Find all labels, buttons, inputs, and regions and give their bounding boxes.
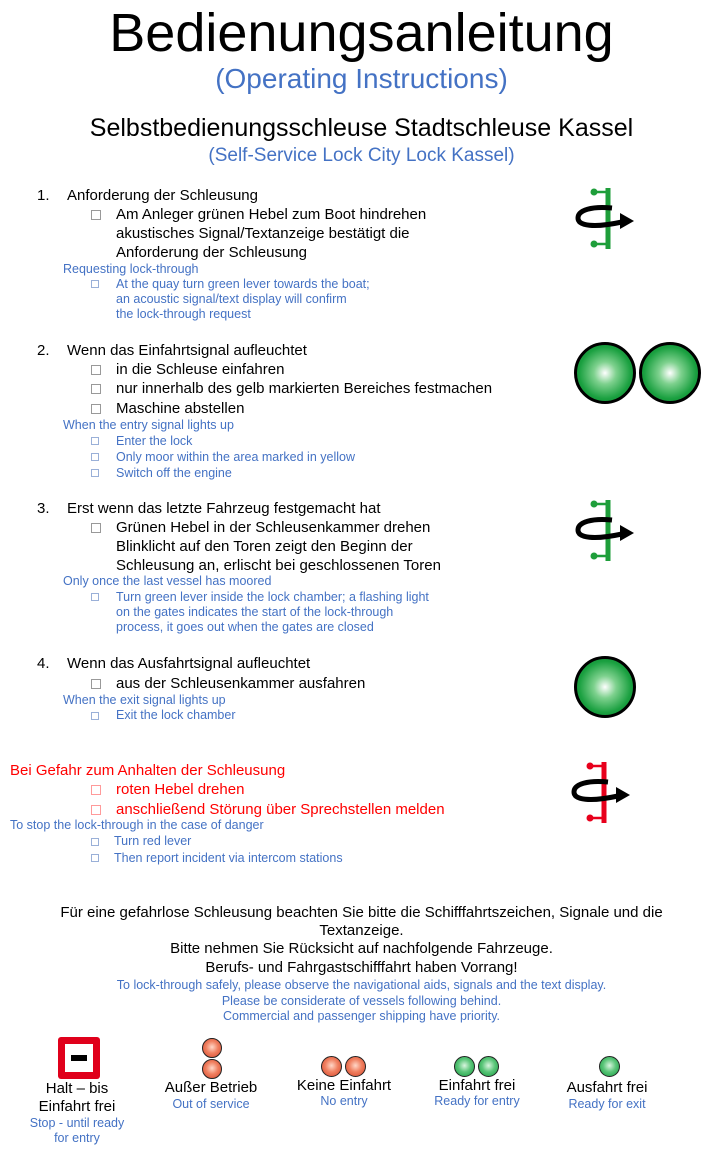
step-line-en: process, it goes out when the gates are closed bbox=[116, 620, 374, 634]
red-signal-light-icon bbox=[202, 1038, 222, 1058]
checkbox-bullet bbox=[91, 210, 101, 220]
checkbox-bullet bbox=[91, 280, 99, 288]
legend-label: Einfahrt frei bbox=[438, 1077, 516, 1094]
step-item-en: Switch off the engine bbox=[116, 466, 232, 480]
notice-line: Textanzeige. bbox=[319, 922, 404, 939]
page-title-en: (Operating Instructions) bbox=[215, 63, 508, 94]
notice-line-en: Commercial and passenger shipping have priority. bbox=[223, 1009, 500, 1023]
step-heading: Anforderung der Schleusung bbox=[67, 187, 258, 204]
checkbox-bullet bbox=[91, 854, 99, 862]
notice-line-en: Please be considerate of vessels following behind. bbox=[221, 994, 502, 1008]
legend-label-en: Stop - until ready for entry bbox=[29, 1116, 125, 1145]
green-lever-icon bbox=[572, 186, 638, 252]
danger-item-en: Then report incident via intercom stations bbox=[114, 851, 343, 865]
step-line: akustisches Signal/Textanzeige bestätigt die bbox=[116, 225, 410, 242]
green-signal-light-icon bbox=[454, 1056, 475, 1077]
red-lever-icon bbox=[570, 760, 636, 826]
step-number: 1. bbox=[37, 187, 50, 204]
legend-label-en: Out of service bbox=[172, 1097, 250, 1111]
step-line: Am Anleger grünen Hebel zum Boot hindrehen bbox=[116, 206, 427, 223]
legend-label: Halt – bis Einfahrt frei bbox=[38, 1080, 116, 1115]
legend-label: Außer Betrieb bbox=[164, 1079, 258, 1096]
checkbox-bullet bbox=[91, 523, 101, 533]
danger-item-en: Turn red lever bbox=[114, 834, 192, 848]
checkbox-bullet bbox=[91, 805, 101, 815]
step-item: Maschine abstellen bbox=[116, 400, 245, 417]
step-heading-en: When the exit signal lights up bbox=[63, 693, 226, 707]
legend-label-en: No entry bbox=[320, 1094, 368, 1108]
step-line: Blinklicht auf den Toren zeigt den Beginn der bbox=[116, 538, 413, 555]
danger-heading-en: To stop the lock-through in the case of danger bbox=[10, 818, 264, 832]
checkbox-bullet bbox=[91, 365, 101, 375]
danger-item: roten Hebel drehen bbox=[116, 781, 245, 798]
checkbox-bullet bbox=[91, 384, 101, 394]
step-item: aus der Schleusenkammer ausfahren bbox=[116, 675, 366, 692]
red-signal-light-icon bbox=[345, 1056, 366, 1077]
step-line: Anforderung der Schleusung bbox=[116, 244, 307, 261]
step-line-en: At the quay turn green lever towards the boat; bbox=[116, 277, 370, 291]
step-item-en: Exit the lock chamber bbox=[116, 708, 236, 722]
stop-sign-icon bbox=[57, 1036, 101, 1080]
step-heading: Erst wenn das letzte Fahrzeug festgemacht hat bbox=[67, 500, 381, 517]
step-number: 3. bbox=[37, 500, 50, 517]
checkbox-bullet bbox=[91, 404, 101, 414]
step-item-en: Enter the lock bbox=[116, 434, 193, 448]
danger-item: anschließend Störung über Sprechstellen melden bbox=[116, 801, 445, 818]
checkbox-bullet bbox=[91, 469, 99, 477]
step-heading: Wenn das Ausfahrtsignal aufleuchtet bbox=[67, 655, 311, 672]
step-line: Schleusung an, erlischt bei geschlossenen Toren bbox=[116, 557, 441, 574]
legend-label: Keine Einfahrt bbox=[296, 1077, 392, 1094]
green-signal-light-icon bbox=[478, 1056, 499, 1077]
green-lever-icon bbox=[572, 498, 638, 564]
checkbox-bullet bbox=[91, 712, 99, 720]
step-heading-en: When the entry signal lights up bbox=[63, 418, 234, 432]
red-signal-light-icon bbox=[321, 1056, 342, 1077]
checkbox-bullet bbox=[91, 437, 99, 445]
step-item: nur innerhalb des gelb markierten Bereiches festmachen bbox=[116, 380, 493, 397]
step-line-en: an acoustic signal/text display will confirm bbox=[116, 292, 347, 306]
step-heading-en: Requesting lock-through bbox=[63, 262, 199, 276]
checkbox-bullet bbox=[91, 679, 101, 689]
danger-heading: Bei Gefahr zum Anhalten der Schleusung bbox=[10, 762, 286, 779]
step-item-en: Only moor within the area marked in yellow bbox=[116, 450, 355, 464]
legend-label: Ausfahrt frei bbox=[566, 1079, 648, 1096]
green-signal-light-icon bbox=[574, 656, 636, 718]
lock-name: Selbstbedienungsschleuse Stadtschleuse Kassel bbox=[89, 114, 634, 142]
notice-line: Für eine gefahrlose Schleusung beachten Sie bitte die Schifffahrtszeichen, Signale und die bbox=[60, 904, 663, 921]
step-number: 2. bbox=[37, 342, 50, 359]
step-item: in die Schleuse einfahren bbox=[116, 361, 285, 378]
step-line: Grünen Hebel in der Schleusenkammer drehen bbox=[116, 519, 431, 536]
lock-name-en: (Self-Service Lock City Lock Kassel) bbox=[208, 145, 515, 166]
step-line-en: Turn green lever inside the lock chamber; a flashing light bbox=[116, 590, 429, 604]
step-heading-en: Only once the last vessel has moored bbox=[63, 574, 272, 588]
notice-line-en: To lock-through safely, please observe the navigational aids, signals and the text display. bbox=[116, 978, 607, 992]
page-title: Bedienungsanleitung bbox=[109, 3, 614, 63]
step-number: 4. bbox=[37, 655, 50, 672]
checkbox-bullet bbox=[91, 785, 101, 795]
step-line-en: the lock-through request bbox=[116, 307, 251, 321]
checkbox-bullet bbox=[91, 838, 99, 846]
legend-label-en: Ready for exit bbox=[568, 1097, 646, 1111]
notice-line: Berufs- und Fahrgastschifffahrt haben Vorrang! bbox=[205, 959, 518, 976]
red-signal-light-icon bbox=[202, 1059, 222, 1079]
notice-line: Bitte nehmen Sie Rücksicht auf nachfolgende Fahrzeuge. bbox=[170, 940, 553, 957]
green-signal-light-icon bbox=[574, 342, 636, 404]
checkbox-bullet bbox=[91, 453, 99, 461]
green-signal-light-icon bbox=[639, 342, 701, 404]
legend-label-en: Ready for entry bbox=[434, 1094, 520, 1108]
checkbox-bullet bbox=[91, 593, 99, 601]
step-heading: Wenn das Einfahrtsignal aufleuchtet bbox=[67, 342, 307, 359]
step-line-en: on the gates indicates the start of the lock-through bbox=[116, 605, 394, 619]
green-signal-light-icon bbox=[599, 1056, 620, 1077]
